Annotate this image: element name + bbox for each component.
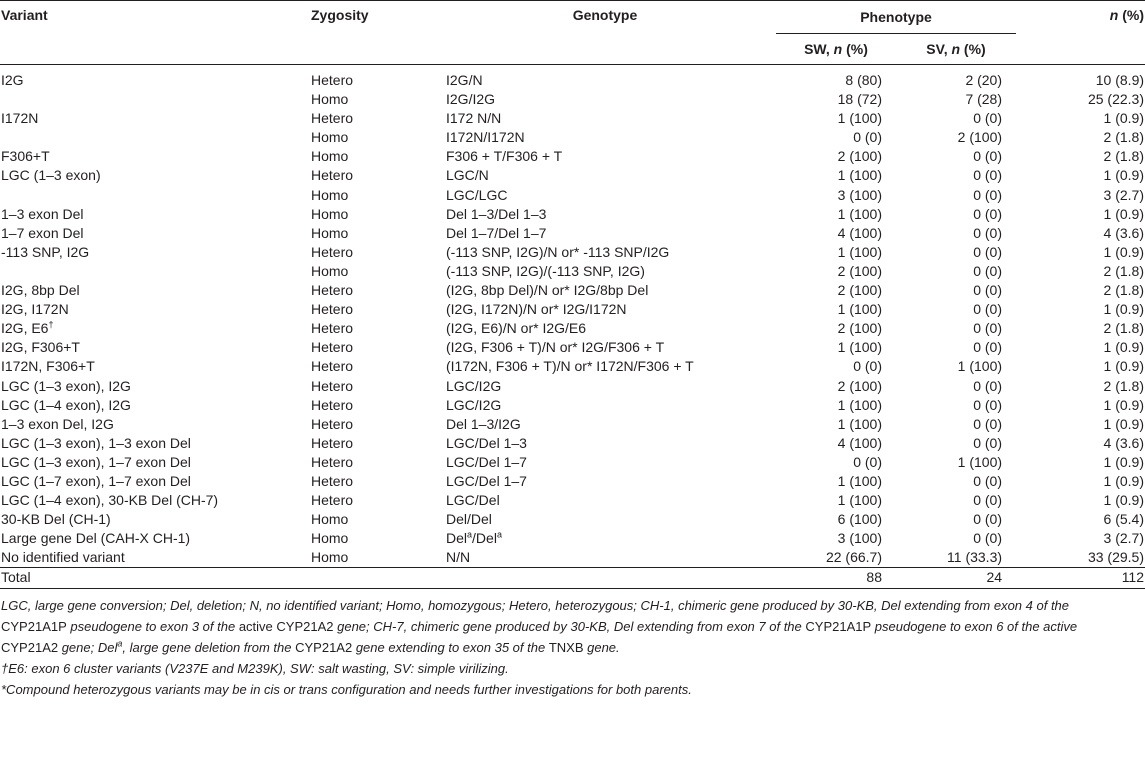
variant-cell: -113 SNP, I2G: [1, 243, 90, 260]
sw-cell: 6 (100): [837, 511, 882, 528]
genotype-cell: I172 N/N: [446, 110, 502, 127]
sv-cell: 0 (0): [973, 301, 1003, 318]
sv-cell: 0 (0): [973, 377, 1003, 394]
total-cell: 10 (8.9): [1095, 72, 1145, 88]
table-row: [0, 357, 1145, 376]
total-cell: 2 (1.8): [1103, 262, 1145, 279]
variant-cell: [0, 90, 310, 109]
variant-cell: I2G: [1, 72, 24, 88]
total-cell: 1 (0.9): [1103, 415, 1145, 432]
genotype-cell: Del 1–3/I2G: [446, 415, 521, 432]
table-row: [0, 262, 1145, 281]
sw-cell: 2 (100): [837, 320, 882, 337]
genotype-cell: (I2G, E6)/N or* I2G/E6: [446, 320, 587, 337]
variant-cell: I2G, I172N: [1, 301, 69, 318]
total-cell: 2 (1.8): [1103, 129, 1145, 146]
genotype-cell: (I2G, 8bp Del)/N or* I2G/8bp Del: [446, 282, 649, 299]
variant-cell: LGC (1–3 exon): [1, 167, 101, 184]
total-cell: 4 (3.6): [1103, 434, 1145, 451]
footnote-e6: †E6: exon 6 cluster variants (V237E and M239K), SW: salt wasting, SV: simple virilizing.: [1, 660, 509, 676]
sv-cell: 0 (0): [973, 415, 1003, 432]
table-row: [0, 166, 1145, 185]
footnote-compound: *Compound heterozygous variants may be in cis or trans configuration and needs further investigations for both parents.: [1, 681, 692, 697]
total-cell: 1 (0.9): [1103, 492, 1145, 509]
zygosity-cell: Hetero: [311, 472, 354, 489]
table-row: [0, 65, 1145, 91]
table-row: [0, 109, 1145, 128]
sw-cell: 2 (100): [837, 148, 882, 165]
sv-cell: 0 (0): [973, 110, 1003, 127]
variant-cell: I172N: [1, 110, 39, 127]
total-cell: 1 (0.9): [1103, 167, 1145, 184]
total-cell: 3 (2.7): [1103, 186, 1145, 203]
zygosity-cell: Hetero: [311, 243, 354, 260]
variant-cell: 30-KB Del (CH-1): [1, 511, 111, 528]
variant-cell: [0, 186, 310, 205]
total-cell: 1 (0.9): [1103, 243, 1145, 260]
genotype-cell: I172N/I172N: [446, 129, 525, 146]
variant-cell: LGC (1–7 exon), 1–7 exon Del: [1, 472, 191, 489]
genotype-cell: LGC/Del 1–7: [446, 453, 527, 470]
sv-cell: 0 (0): [973, 396, 1003, 413]
total-cell: 6 (5.4): [1103, 511, 1145, 528]
variant-cell: LGC (1–4 exon), I2G: [1, 396, 131, 413]
genotype-cell: F306 + T/F306 + T: [446, 148, 563, 165]
sw-cell: 1 (100): [837, 339, 882, 356]
total-cell: 1 (0.9): [1103, 453, 1145, 470]
zygosity-cell: Homo: [311, 129, 349, 146]
sw-cell: 18 (72): [837, 91, 882, 108]
footnote-abbreviations: LGC, large gene conversion; Del, deletion; N, no identified variant; Homo, homozygous; Hetero, heterozygous; CH-1, chimeric gene produced by 30-KB, Del extending from exon 4 of the CYP21A1P pseudogene to exon 3 of the active CYP21A2 gene; CH-7, chimeric gene produced by 30-KB, Del extending from exon 7 of the CYP21A1P pseudogene to exon 6 of the active CYP21A2 gene; Del$^a$, large gene deletion from the CYP21A2 gene extending to exon 35 of the TNXB gene.: [1, 597, 1078, 655]
header-zygosity: Zygosity: [311, 7, 369, 23]
total-cell: 1 (0.9): [1103, 339, 1145, 356]
total-cell: 1 (0.9): [1103, 396, 1145, 413]
table-footnotes: [0, 595, 1145, 700]
total-cell: 2 (1.8): [1103, 320, 1145, 337]
variant-cell: I2G, E6†: [1, 319, 54, 337]
genotype-cell: N/N: [446, 549, 471, 566]
table-row: [0, 243, 1145, 262]
sw-cell: 1 (100): [837, 472, 882, 489]
sv-cell: 0 (0): [973, 167, 1003, 184]
sw-cell: 2 (100): [837, 282, 882, 299]
genotype-cell: (I2G, I172N)/N or* I2G/I172N: [446, 301, 627, 318]
variant-cell: 1–3 exon Del: [1, 205, 84, 222]
table-row: [0, 300, 1145, 319]
zygosity-cell: Hetero: [311, 415, 354, 432]
table-row: [0, 434, 1145, 453]
genotype-cell: (-113 SNP, I2G)/N or* -113 SNP/I2G: [446, 243, 670, 260]
total-row: [0, 568, 1145, 588]
table-row: [0, 529, 1145, 548]
genotype-cell: LGC/N: [446, 167, 489, 184]
empty-cell: [310, 568, 434, 588]
sw-cell: 4 (100): [837, 224, 882, 241]
zygosity-cell: Hetero: [311, 358, 354, 375]
zygosity-cell: Hetero: [311, 167, 354, 184]
sv-cell: 0 (0): [973, 186, 1003, 203]
total-sv: 24: [896, 568, 1016, 588]
zygosity-cell: Homo: [311, 205, 349, 222]
genotype-cell: (I2G, F306 + T)/N or* I2G/F306 + T: [446, 339, 665, 356]
variant-cell: Large gene Del (CAH-X CH-1): [1, 530, 191, 547]
genotype-cell: Del/Del: [446, 511, 492, 528]
sv-cell: 2 (20): [965, 72, 1003, 88]
sv-cell: 0 (0): [973, 434, 1003, 451]
table-body: [0, 65, 1145, 589]
sw-cell: 1 (100): [837, 492, 882, 509]
sw-cell: 1 (100): [837, 205, 882, 222]
variant-cell: I2G, F306+T: [1, 339, 80, 356]
total-cell: 2 (1.8): [1103, 282, 1145, 299]
total-cell: 1 (0.9): [1103, 301, 1145, 318]
table-row: [0, 128, 1145, 147]
variant-cell: LGC (1–3 exon), 1–3 exon Del: [1, 434, 191, 451]
sv-cell: 0 (0): [973, 282, 1003, 299]
sw-cell: 0 (0): [853, 129, 882, 146]
table-row: [0, 224, 1145, 243]
sv-cell: 0 (0): [973, 243, 1003, 260]
variant-cell: 1–7 exon Del: [1, 224, 84, 241]
zygosity-cell: Hetero: [311, 339, 354, 356]
zygosity-cell: Homo: [311, 91, 349, 108]
header-sv: SV, n (%): [926, 41, 986, 57]
variant-cell: I172N, F306+T: [1, 358, 95, 375]
variant-cell: No identified variant: [1, 549, 125, 566]
table-row: [0, 472, 1145, 491]
table-row: [0, 205, 1145, 224]
variant-cell: 1–3 exon Del, I2G: [1, 415, 114, 432]
genotype-cell: LGC/Del 1–7: [446, 472, 527, 489]
sv-cell: 0 (0): [973, 262, 1003, 279]
sv-cell: 2 (100): [957, 129, 1003, 146]
zygosity-cell: Hetero: [311, 110, 354, 127]
zygosity-cell: Homo: [311, 148, 349, 165]
variant-cell: F306+T: [1, 148, 50, 165]
sw-cell: 1 (100): [837, 396, 882, 413]
sw-cell: 0 (0): [853, 453, 882, 470]
sv-cell: 0 (0): [973, 492, 1003, 509]
variant-cell: LGC (1–4 exon), 30-KB Del (CH-7): [1, 492, 219, 509]
total-n: 112: [1016, 568, 1145, 588]
zygosity-cell: Homo: [311, 224, 349, 241]
zygosity-cell: Hetero: [311, 320, 354, 337]
total-cell: 1 (0.9): [1103, 205, 1145, 222]
total-label: Total: [0, 568, 310, 588]
table-row: [0, 319, 1145, 338]
sw-cell: 3 (100): [837, 186, 882, 203]
variant-cell: LGC (1–3 exon), 1–7 exon Del: [1, 453, 191, 470]
genotype-cell: I2G/I2G: [446, 91, 496, 108]
total-cell: 2 (1.8): [1103, 377, 1145, 394]
zygosity-cell: Homo: [311, 511, 349, 528]
total-cell: 1 (0.9): [1103, 358, 1145, 375]
sw-cell: 2 (100): [837, 377, 882, 394]
sv-cell: 0 (0): [973, 320, 1003, 337]
zygosity-cell: Hetero: [311, 492, 354, 509]
genotype-cell: LGC/I2G: [446, 377, 502, 394]
sw-cell: 22 (66.7): [825, 549, 882, 566]
table-row: [0, 396, 1145, 415]
zygosity-cell: Hetero: [311, 72, 354, 88]
header-sw: SW, n (%): [804, 41, 868, 57]
total-cell: 25 (22.3): [1087, 91, 1145, 108]
genotype-cell: Del$^a$/Del$^a$: [446, 529, 502, 547]
table-row: [0, 491, 1145, 510]
header-total-n: n (%): [1109, 7, 1145, 23]
table-row: [0, 90, 1145, 109]
genotype-cell: I2G/N: [446, 72, 483, 88]
sw-cell: 8 (80): [845, 72, 882, 88]
variant-cell: LGC (1–3 exon), I2G: [1, 377, 131, 394]
sw-cell: 2 (100): [837, 262, 882, 279]
sv-cell: 7 (28): [965, 91, 1003, 108]
total-cell: 33 (29.5): [1087, 549, 1145, 566]
total-cell: 4 (3.6): [1103, 224, 1145, 241]
variant-cell: [0, 128, 310, 147]
genotype-cell: LGC/LGC: [446, 186, 508, 203]
total-cell: 1 (0.9): [1103, 110, 1145, 127]
table-row: [0, 548, 1145, 568]
zygosity-cell: Hetero: [311, 396, 354, 413]
sw-cell: 3 (100): [837, 530, 882, 547]
table-row: [0, 377, 1145, 396]
genotype-cell: (-113 SNP, I2G)/(-113 SNP, I2G): [446, 262, 645, 279]
sw-cell: 1 (100): [837, 243, 882, 260]
genotype-cell: LGC/I2G: [446, 396, 502, 413]
table-row: [0, 415, 1145, 434]
zygosity-cell: Hetero: [311, 453, 354, 470]
table-row: [0, 147, 1145, 166]
total-cell: 3 (2.7): [1103, 530, 1145, 547]
genotype-cell: Del 1–7/Del 1–7: [446, 224, 547, 241]
genotype-cell: (I172N, F306 + T)/N or* I172N/F306 + T: [446, 358, 694, 375]
zygosity-cell: Hetero: [311, 301, 354, 318]
header-genotype: Genotype: [572, 7, 638, 23]
table-row: [0, 281, 1145, 300]
empty-cell: [434, 568, 776, 588]
zygosity-cell: Homo: [311, 186, 349, 203]
table-row: [0, 186, 1145, 205]
total-cell: 2 (1.8): [1103, 148, 1145, 165]
sv-cell: 0 (0): [973, 148, 1003, 165]
genotype-cell: LGC/Del: [446, 492, 500, 509]
sw-cell: 1 (100): [837, 167, 882, 184]
sv-cell: 1 (100): [957, 453, 1003, 470]
sw-cell: 1 (100): [837, 415, 882, 432]
genotype-cell: LGC/Del 1–3: [446, 434, 527, 451]
header-phenotype: Phenotype: [776, 1, 1016, 34]
zygosity-cell: Homo: [311, 530, 349, 547]
sv-cell: 0 (0): [973, 205, 1003, 222]
zygosity-cell: Hetero: [311, 434, 354, 451]
zygosity-cell: Hetero: [311, 282, 354, 299]
variant-cell: I2G, 8bp Del: [1, 282, 80, 299]
total-cell: 1 (0.9): [1103, 472, 1145, 489]
sv-cell: 1 (100): [957, 358, 1003, 375]
sw-cell: 4 (100): [837, 434, 882, 451]
variant-cell: [0, 262, 310, 281]
header-variant: Variant: [1, 7, 48, 23]
zygosity-cell: Homo: [311, 549, 349, 566]
zygosity-cell: Homo: [311, 262, 349, 279]
sv-cell: 0 (0): [973, 224, 1003, 241]
sw-cell: 1 (100): [837, 301, 882, 318]
sw-cell: 1 (100): [837, 110, 882, 127]
sv-cell: 0 (0): [973, 511, 1003, 528]
sv-cell: 0 (0): [973, 472, 1003, 489]
table-row: [0, 338, 1145, 357]
sv-cell: 11 (33.3): [947, 549, 1003, 566]
zygosity-cell: Hetero: [311, 377, 354, 394]
table-row: [0, 510, 1145, 529]
sw-cell: 0 (0): [853, 358, 882, 375]
total-sw: 88: [776, 568, 896, 588]
sv-cell: 0 (0): [973, 530, 1003, 547]
sv-cell: 0 (0): [973, 339, 1003, 356]
genotype-cell: Del 1–3/Del 1–3: [446, 205, 547, 222]
table-row: [0, 453, 1145, 472]
